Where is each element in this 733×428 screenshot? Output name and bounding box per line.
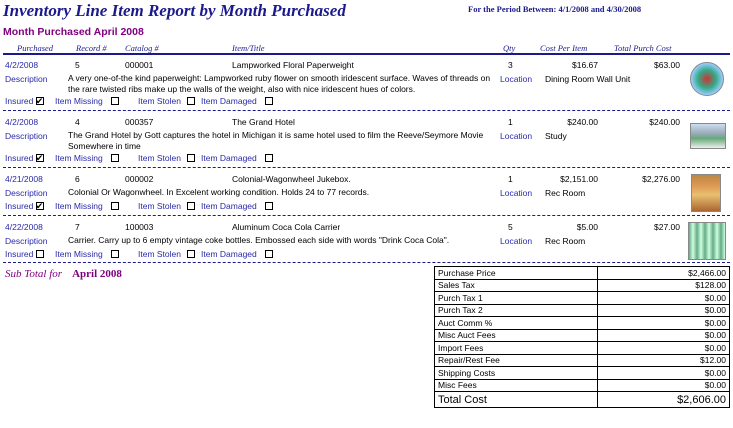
- cost-value: $0.00: [597, 379, 729, 392]
- item-description: The Grand Hotel by Gott captures the hotel in Michigan it is same hotel used to film the Reeve/Seymore Movie Somewhere in time: [68, 130, 484, 151]
- stolen-label: Item Stolen: [138, 153, 181, 163]
- item-record: 6: [75, 174, 80, 184]
- stolen-label: Item Stolen: [138, 201, 181, 211]
- paperweight-photo-icon: [690, 62, 724, 96]
- item-qty: 1: [508, 174, 513, 184]
- insured-checkbox[interactable]: [36, 202, 44, 210]
- cost-row: [435, 292, 730, 305]
- stolen-label: Item Stolen: [138, 249, 181, 259]
- item-catalog: 100003: [125, 222, 154, 232]
- insured-flag: [5, 153, 44, 163]
- item-qty: 3: [508, 60, 513, 70]
- missing-checkbox[interactable]: [111, 202, 119, 210]
- jukebox-photo-icon: [691, 174, 721, 212]
- insured-flag: [5, 201, 44, 211]
- missing-label: Item Missing: [55, 201, 103, 211]
- cost-label: Shipping Costs: [435, 367, 598, 380]
- total-cost-row: [435, 392, 730, 408]
- cost-summary-table: [434, 266, 730, 408]
- missing-flag: [55, 249, 119, 259]
- item-total: $63.00: [654, 60, 680, 70]
- item-description: A very one-of-the kind paperweight: Lampworked ruby flower on smooth iridescent surface. Waves of threads on the rare twisted ribs make up the walls of the weight, also with nice iridescent hues of colors.: [68, 73, 491, 94]
- item-total: $27.00: [654, 222, 680, 232]
- col-header-item-title: Item/Title: [232, 43, 265, 53]
- item-cost: $5.00: [576, 222, 598, 232]
- insured-checkbox[interactable]: [36, 97, 44, 105]
- stolen-flag: [138, 96, 195, 106]
- item-cost: $16.67: [572, 60, 598, 70]
- item-qty: 1: [508, 117, 513, 127]
- item-catalog: 000002: [125, 174, 154, 184]
- damaged-flag: [201, 153, 273, 163]
- damaged-flag: [201, 201, 273, 211]
- insured-label: Insured: [5, 201, 34, 211]
- col-header-record: Record #: [76, 43, 107, 53]
- col-header-qty: Qty: [503, 43, 516, 53]
- missing-checkbox[interactable]: [111, 250, 119, 258]
- item-total: $2,276.00: [642, 174, 680, 184]
- description-label: Description: [5, 74, 48, 84]
- item-location: Rec Room: [545, 236, 586, 246]
- subtotal-month: April 2008: [72, 268, 122, 280]
- item-total: $240.00: [649, 117, 680, 127]
- cost-row: [435, 317, 730, 330]
- damaged-checkbox[interactable]: [265, 250, 273, 258]
- col-header-cost-per-item: Cost Per Item: [540, 43, 588, 53]
- cost-value: $128.00: [597, 279, 729, 292]
- item-catalog: 000357: [125, 117, 154, 127]
- missing-label: Item Missing: [55, 249, 103, 259]
- cost-label: Sales Tax: [435, 279, 598, 292]
- item-qty: 5: [508, 222, 513, 232]
- header-rule: [3, 53, 730, 55]
- cost-row: [435, 379, 730, 392]
- insured-flag: [5, 249, 44, 259]
- stolen-label: Item Stolen: [138, 96, 181, 106]
- subtotal-label: Sub Total for: [5, 268, 63, 280]
- col-header-total-cost: Total Purch Cost: [614, 43, 672, 53]
- item-title: Colonial-Wagonwheel Jukebox.: [232, 174, 351, 184]
- damaged-flag: [201, 96, 273, 106]
- cost-label: Purch Tax 1: [435, 292, 598, 305]
- damaged-checkbox[interactable]: [265, 202, 273, 210]
- month-purchased-label: Month Purchased April 2008: [3, 26, 144, 38]
- damaged-label: Item Damaged: [201, 201, 257, 211]
- insured-flag: [5, 96, 44, 106]
- item-location: Rec Room: [545, 188, 586, 198]
- cost-value: $2,466.00: [597, 267, 729, 280]
- missing-label: Item Missing: [55, 153, 103, 163]
- total-cost-label: Total Cost: [435, 392, 598, 408]
- location-label: Location: [500, 236, 533, 246]
- item-location: Dining Room Wall Unit: [545, 74, 631, 84]
- cost-row: [435, 267, 730, 280]
- insured-label: Insured: [5, 153, 34, 163]
- description-label: Description: [5, 236, 48, 246]
- missing-checkbox[interactable]: [111, 154, 119, 162]
- stolen-checkbox[interactable]: [187, 250, 195, 258]
- report-title: Inventory Line Item Report by Month Purchased: [3, 1, 346, 20]
- report-period: For the Period Between: 4/1/2008 and 4/30/2008: [468, 4, 642, 14]
- total-cost-value: $2,606.00: [597, 392, 729, 408]
- damaged-label: Item Damaged: [201, 249, 257, 259]
- location-label: Location: [500, 188, 533, 198]
- stolen-flag: [138, 249, 195, 259]
- stolen-flag: [138, 201, 195, 211]
- cost-value: $0.00: [597, 292, 729, 305]
- cost-row: [435, 304, 730, 317]
- description-label: Description: [5, 131, 48, 141]
- cost-label: Misc Auct Fees: [435, 329, 598, 342]
- damaged-checkbox[interactable]: [265, 154, 273, 162]
- item-date: 4/2/2008: [5, 60, 39, 70]
- stolen-checkbox[interactable]: [187, 154, 195, 162]
- item-record: 7: [75, 222, 80, 232]
- item-cost: $240.00: [567, 117, 598, 127]
- subtotal-heading: [5, 268, 122, 280]
- item-separator: [3, 167, 730, 168]
- col-header-purchased: Purchased: [17, 43, 54, 53]
- item-description: Carrier. Carry up to 6 empty vintage coke bottles. Embossed each side with words "Drink Coca Cola".: [68, 235, 450, 245]
- cost-value: $0.00: [597, 342, 729, 355]
- item-cost: $2,151.00: [560, 174, 598, 184]
- item-title: Lampworked Floral Paperweight: [232, 60, 354, 70]
- missing-flag: [55, 153, 119, 163]
- item-date: 4/21/2008: [5, 174, 43, 184]
- cost-value: $12.00: [597, 354, 729, 367]
- cost-label: Misc Fees: [435, 379, 598, 392]
- cost-row: [435, 279, 730, 292]
- stolen-checkbox[interactable]: [187, 97, 195, 105]
- cost-label: Repair/Rest Fee: [435, 354, 598, 367]
- cost-value: $0.00: [597, 304, 729, 317]
- hotel-painting-photo-icon: [690, 123, 726, 149]
- cost-row: [435, 354, 730, 367]
- coke-bottles-photo-icon: [688, 222, 726, 260]
- location-label: Location: [500, 74, 533, 84]
- insured-checkbox[interactable]: [36, 154, 44, 162]
- item-separator: [3, 262, 730, 263]
- item-title: Aluminum Coca Cola Carrier: [232, 222, 341, 232]
- damaged-label: Item Damaged: [201, 153, 257, 163]
- cost-value: $0.00: [597, 367, 729, 380]
- damaged-flag: [201, 249, 273, 259]
- missing-label: Item Missing: [55, 96, 103, 106]
- item-description: Colonial Or Wagonwheel. In Excelent working condition. Holds 24 to 77 records.: [68, 187, 370, 197]
- cost-row: [435, 342, 730, 355]
- cost-label: Purch Tax 2: [435, 304, 598, 317]
- item-separator: [3, 110, 730, 111]
- damaged-label: Item Damaged: [201, 96, 257, 106]
- item-separator: [3, 215, 730, 216]
- description-label: Description: [5, 188, 48, 198]
- item-date: 4/22/2008: [5, 222, 43, 232]
- item-record: 4: [75, 117, 80, 127]
- item-catalog: 000001: [125, 60, 154, 70]
- item-title: The Grand Hotel: [232, 117, 295, 127]
- cost-value: $0.00: [597, 317, 729, 330]
- location-label: Location: [500, 131, 533, 141]
- stolen-checkbox[interactable]: [187, 202, 195, 210]
- stolen-flag: [138, 153, 195, 163]
- cost-label: Auct Comm %: [435, 317, 598, 330]
- cost-value: $0.00: [597, 329, 729, 342]
- damaged-checkbox[interactable]: [265, 97, 273, 105]
- item-date: 4/2/2008: [5, 117, 39, 127]
- cost-label: Purchase Price: [435, 267, 598, 280]
- cost-row: [435, 367, 730, 380]
- col-header-catalog: Catalog #: [125, 43, 159, 53]
- insured-label: Insured: [5, 96, 34, 106]
- item-record: 5: [75, 60, 80, 70]
- missing-flag: [55, 96, 119, 106]
- insured-label: Insured: [5, 249, 34, 259]
- cost-label: Import Fees: [435, 342, 598, 355]
- cost-row: [435, 329, 730, 342]
- missing-flag: [55, 201, 119, 211]
- missing-checkbox[interactable]: [111, 97, 119, 105]
- insured-checkbox[interactable]: [36, 250, 44, 258]
- item-location: Study: [545, 131, 567, 141]
